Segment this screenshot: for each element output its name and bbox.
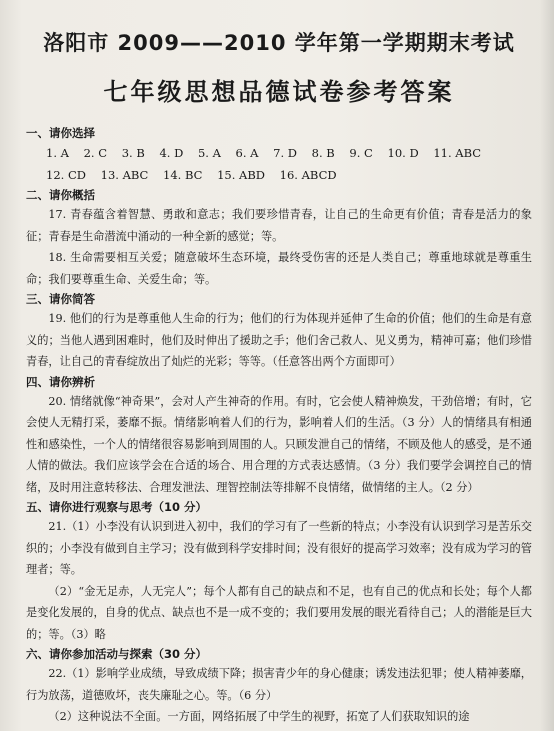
answer-key-title: 七年级思想品德试卷参考答案: [103, 78, 455, 106]
section-heading-choice: 一、请你选择: [26, 126, 95, 140]
section-heading-analysis: 四、请你辨析: [26, 374, 95, 389]
choice-answer: 2. C: [83, 146, 108, 160]
choice-answers: [26, 142, 532, 186]
section-heading-short-answer: 三、请你简答: [26, 292, 95, 306]
choice-row-1: [46, 142, 532, 164]
answer-21-part2: （2）“金无足赤，人无完人”；每个人都有自己的缺点和不足，也有自己的优点和长处；每个人都是变化发展的，自身的优点、缺点也不是一成不变的；我们要用发展的眼光看待自己；人的潜能是巨大的；等。（3）略: [26, 584, 532, 641]
answer-22-part2: （2）这种说法不全面。一方面，网络拓展了中学生的视野，拓宽了人们获取知识的途: [48, 710, 470, 723]
page-edge-shadow: [540, 0, 554, 731]
choice-answer: 13. ABC: [100, 168, 149, 182]
answer-18: 18. 生命需要相互关爱；随意破坏生态环境，最终受伤害的还是人类自己；尊重地球就是尊重生命；我们要尊重生命、关爱生命；等。: [26, 251, 532, 286]
section-heading-observe: 五、请你进行观察与思考（10 分）: [26, 500, 208, 514]
section-heading-activity: 六、请你参加活动与探索（30 分）: [26, 647, 208, 661]
choice-answer: 15. ABD: [217, 168, 265, 182]
answer-21-part1: 21.（1）小李没有认识到进入初中，我们的学习有了一些新的特点；小李没有认识到学习是苦乐交织的；小李没有做到自主学习；没有做到科学安排时间；没有很好的提高学习效率；没有成为学习的管理者；等。: [26, 520, 532, 576]
choice-answer: 12. CD: [46, 168, 86, 182]
choice-answer: 8. B: [311, 146, 335, 160]
choice-row-2: [46, 164, 532, 186]
choice-answer: 4. D: [159, 146, 184, 160]
choice-answer: 6. A: [235, 146, 259, 160]
answer-20: 20. 情绪就像“神奇果”，会对人产生神奇的作用。有时，它会使人精神焕发，干劲倍增；有时，它会使人无精打采，萎靡不振。情绪影响着人们的行为，影响着人们的生活。（3 分）人的情绪具有相通性和感染性，一个人的情绪很容易影响到周围的人。只顾发泄自己的情绪，不顾及他人的感受，是不通人情的做法。我们应该学会在合适的场合、用合理的方式表达感情。（3 分）我们要学会调控自己的情绪，及时用注意转移法、合理发泄法、理智控制法等排解不良情绪，做情绪的主人。（2 分）: [26, 394, 532, 494]
choice-answer: 9. C: [349, 146, 373, 160]
choice-answer: 11. ABC: [433, 146, 482, 160]
answer-19: 19. 他们的行为是尊重他人生命的行为；他们的行为体现并延伸了生命的价值；他们的生命是有意义的；当他人遇到困难时，他们及时伸出了援助之手；他们舍己救人、见义勇为，精神可嘉；他们珍惜青春，让自己的青春绽放出了灿烂的光彩；等等。（任意答出两个方面即可）: [26, 312, 532, 368]
choice-answer: 14. BC: [163, 168, 203, 182]
choice-answer: 1. A: [46, 146, 69, 160]
answer-17: 17. 青春蕴含着智慧、勇敢和意志；我们要珍惜青春，让自己的生命更有价值；青春是活力的象征；青春是生命潜流中涌动的一种全新的感觉；等。: [26, 208, 532, 243]
choice-answer: 10. D: [387, 146, 419, 160]
choice-answer: 3. B: [121, 146, 145, 160]
answer-22-part1: 22.（1）影响学业成绩，导致成绩下降；损害青少年的身心健康；诱发违法犯罪；使人精神萎靡，行为放荡，道德败坏，丧失廉耻之心。等。（6 分）: [26, 667, 532, 702]
section-heading-summarize: 二、请你概括: [26, 188, 95, 202]
exam-title: 洛阳市 2009——2010 学年第一学期期末考试: [43, 31, 515, 55]
choice-answer: 5. A: [197, 146, 221, 160]
choice-answer: 7. D: [273, 146, 297, 160]
choice-answer: 16. ABCD: [279, 168, 337, 182]
